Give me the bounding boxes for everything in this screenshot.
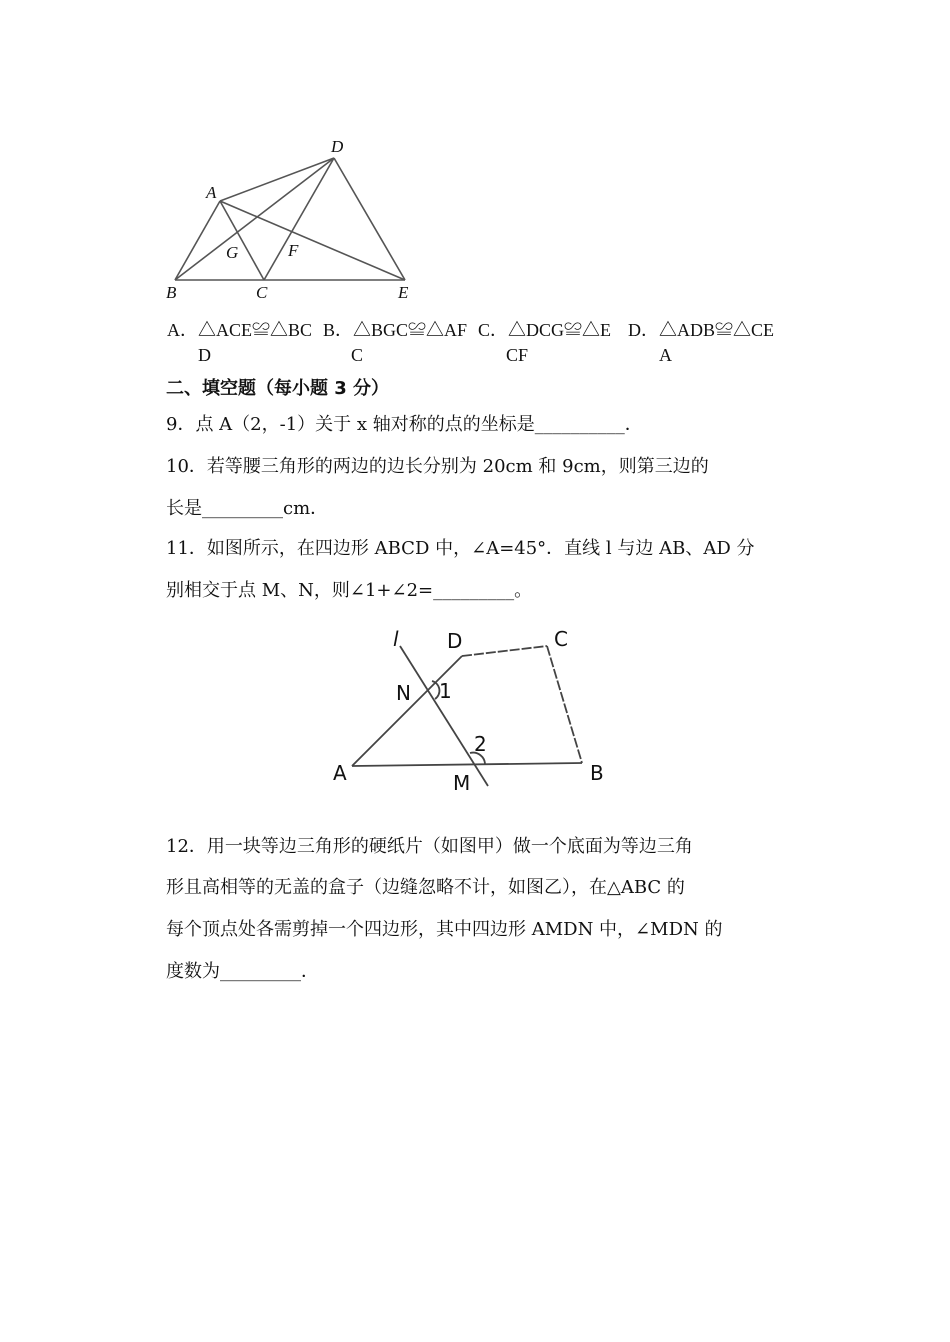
question-12-line2: 形且高相等的无盖的盒子（边缝忽略不计，如图乙），在△ABC 的 — [166, 877, 685, 898]
label-D2: D — [447, 629, 463, 653]
label-F: F — [288, 241, 299, 260]
question-12-line3: 每个顶点处各需剪掉一个四边形，其中四边形 AMDN 中，∠MDN 的 — [166, 919, 723, 940]
label-G: G — [226, 243, 239, 262]
option-a-line1: A．△ACE≌△BC — [167, 320, 313, 340]
question-11-line2: 别相交于点 M、N，则∠1+∠2=_________。 — [166, 580, 533, 601]
label-B2: B — [590, 761, 604, 785]
label-N: N — [396, 681, 411, 705]
section-heading: 二、填空题（每小题 3 分） — [166, 378, 390, 399]
label-line-l: l — [393, 627, 399, 651]
quadrilateral-lines — [352, 646, 582, 786]
label-B: B — [166, 283, 177, 302]
question-12-line1: 12．用一块等边三角形的硬纸片（如图甲）做一个底面为等边三角 — [166, 836, 693, 857]
label-angle-1: 1 — [439, 679, 452, 703]
option-b-line1: B．△BGC≌△AF — [323, 320, 468, 340]
figure-lines — [175, 158, 405, 280]
question-10-line1: 10．若等腰三角形的两边的边长分别为 20cm 和 9cm，则第三边的 — [166, 456, 709, 477]
question-10-line2: 长是_________cm． — [166, 498, 329, 519]
label-M: M — [453, 771, 471, 795]
option-d-line2: A — [659, 345, 672, 365]
figure-quadrilateral — [325, 615, 625, 800]
option-c-line1: C．△DCG≌△E — [478, 320, 612, 340]
figure-triangles — [150, 130, 430, 305]
option-d-line1: D．△ADB≌△CE — [628, 320, 775, 340]
question-11-line1: 11．如图所示，在四边形 ABCD 中，∠A=45°．直线 l 与边 AB、AD 分 — [166, 538, 755, 559]
label-E: E — [398, 283, 409, 302]
question-9: 9．点 A（2，-1）关于 x 轴对称的点的坐标是__________． — [166, 414, 643, 435]
option-c-line2: CF — [506, 345, 529, 365]
label-angle-2: 2 — [474, 732, 487, 756]
label-D: D — [331, 137, 344, 156]
question-12-line4: 度数为_________． — [166, 961, 319, 982]
label-C2: C — [554, 627, 568, 651]
label-A: A — [206, 183, 217, 202]
label-A2: A — [333, 761, 347, 785]
label-C: C — [256, 283, 268, 302]
option-a-line2: D — [198, 345, 211, 365]
option-b-line2: C — [351, 345, 364, 365]
